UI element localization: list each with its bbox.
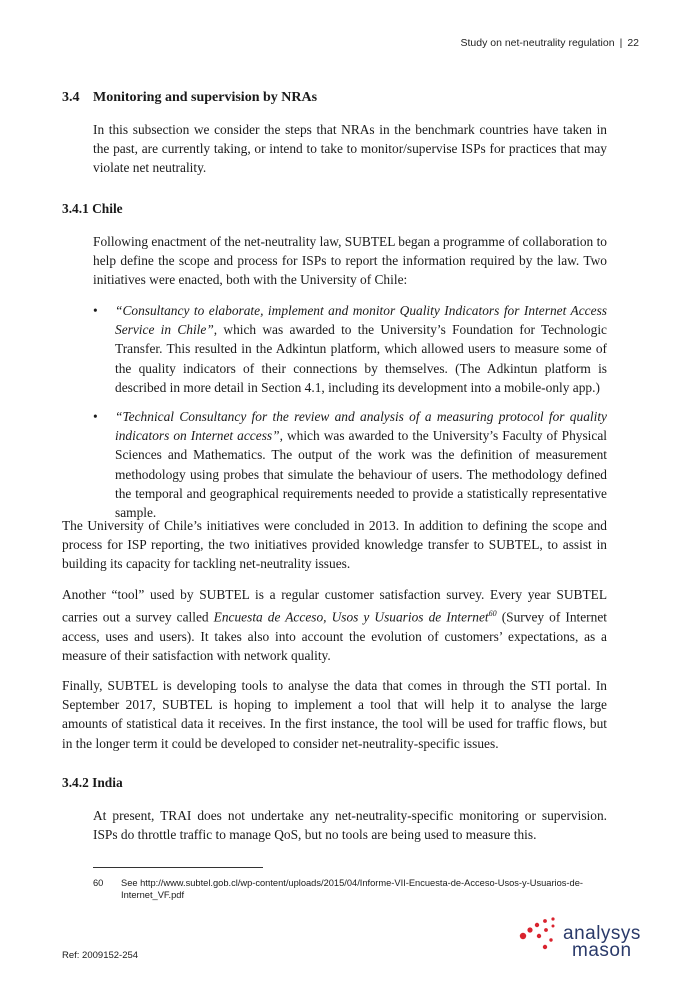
page-number: 22: [627, 37, 639, 49]
chile-paragraph-3: [62, 585, 607, 665]
bullet-marker: •: [93, 409, 98, 424]
header-title: Study on net-neutrality regulation: [460, 37, 615, 49]
subsection-heading-chile: 3.4.1 Chile: [62, 201, 123, 216]
survey-name: Encuesta de Acceso, Usos y Usuarios de Internet: [213, 609, 489, 625]
subsection-heading-india: 3.4.2 India: [62, 775, 123, 790]
bullet-rest: , which was awarded to the University’s Foundation for Technologic Transfer. This resulted in the Adkintun platform, which allowed users to measure some of the quality indicators of their connections by themselves. (The Adkintun platform is described in more detail in Section 4.1, including its development into a mobile-only app.): [115, 322, 607, 395]
footnote-number: 60: [93, 878, 104, 888]
logo-word-analysys: analysys: [563, 923, 641, 944]
document-reference: Ref: 2009152-254: [62, 950, 139, 961]
bullet-marker: •: [93, 303, 98, 318]
section-heading: [62, 90, 317, 106]
india-paragraph-1: At present, TRAI does not undertake any net-neutrality-specific monitoring or supervision. ISPs do throttle traffic to manage QoS, but no tools are being used to measure this.: [93, 808, 607, 843]
chile-paragraph-2: The University of Chile’s initiatives were concluded in 2013. In addition to defining the scope and process for ISP reporting, the two initiatives provided knowledge transfer to SUBTEL, to assist in building its capacity for tackling net-neutrality issues.: [62, 518, 607, 572]
chile-paragraph-1: Following enactment of the net-neutrality law, SUBTEL began a programme of collaboration to help define the scope and process for ISPs to report the information required by the law. Two initiatives were enacted, both with the University of Chile:: [93, 234, 607, 288]
footnote-text[interactable]: See http://www.subtel.gob.cl/wp-content/uploads/2015/04/Informe-VII-Encuesta-de-Acceso-Usos-y-Usuarios-de-Internet_VF.pdf: [121, 878, 583, 900]
bullet-italic: “Consultancy to elaborate, implement and monitor Quality Indicators for Internet Access Service in Chile”: [115, 303, 607, 338]
p3-end: (Survey of Internet access, uses and users). It takes also into account the evolution of customers’ expectations, as a measure of their satisfaction with network quality.: [62, 609, 608, 664]
header-separator: |: [619, 37, 623, 49]
bullet-text: [115, 407, 607, 522]
logo-word-mason: mason: [572, 940, 632, 961]
bullet-rest: , which was awarded to the University’s Faculty of Physical Sciences and Mathematics. The output of the work was the definition of measurement methodology using probes that simulate the behaviour of users. The methodology defined the temporal and geographical requirements needed to provide a statistically representative sample.: [115, 428, 608, 521]
chile-paragraph-4: Finally, SUBTEL is developing tools to analyse the data that comes in through the STI portal. In September 2017, SUBTEL is hoping to implement a tool that will help it to analyse the large amounts of statistical data it receives. In the first instance, the tool will be used for traffic flows, but in the longer term it could be developed to consider net-neutrality-specific issues.: [62, 678, 607, 751]
section-number: 3.4: [62, 90, 80, 105]
p3-start: Another “tool” used by SUBTEL is a regular customer satisfaction survey. Every year SUBTEL carries out a survey called: [62, 587, 607, 625]
bullet-text: [115, 301, 607, 397]
footnote-divider: [93, 867, 263, 868]
section-intro: In this subsection we consider the steps that NRAs in the benchmark countries have taken in the past, are currently taking, or intend to take to monitor/supervise ISPs for practices that may violate net neutrality.: [93, 122, 607, 176]
section-title: Monitoring and supervision by NRAs: [93, 90, 318, 105]
page-header: [460, 37, 639, 49]
bullet-italic: “Technical Consultancy for the review and analysis of a measuring protocol for quality indicators on Internet access”: [115, 409, 607, 444]
footnote-ref[interactable]: 60: [488, 609, 497, 619]
